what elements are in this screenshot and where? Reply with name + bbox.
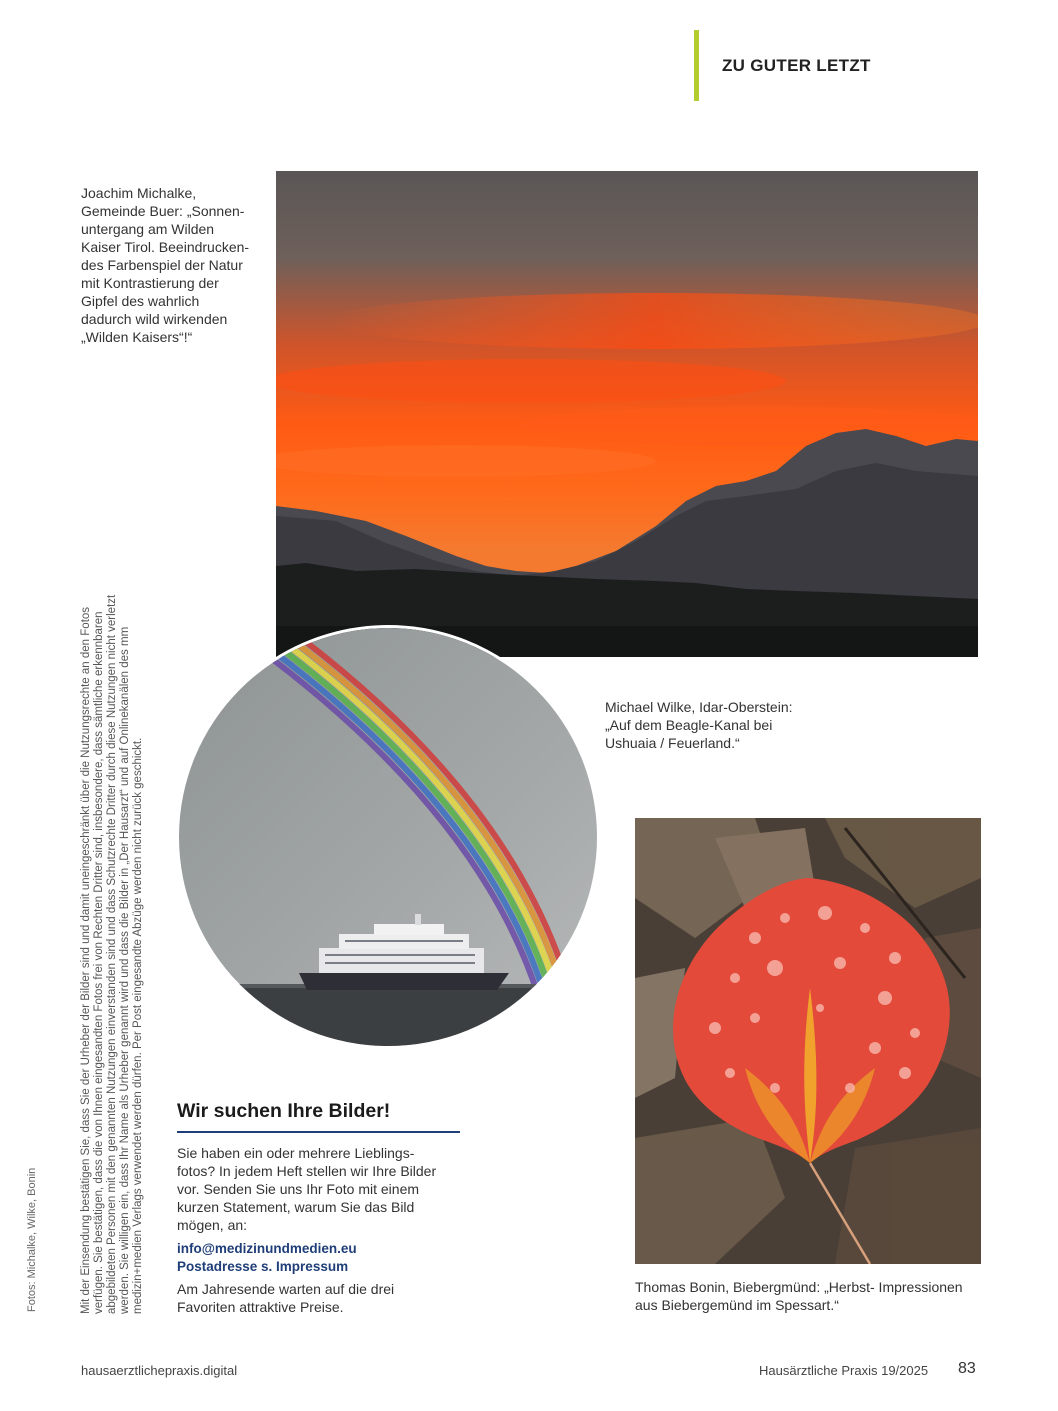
photo-rainbow-beagle-channel <box>176 625 600 1049</box>
call-for-pictures-heading: Wir suchen Ihre Bilder! <box>177 1100 391 1122</box>
caption-rainbow: Michael Wilke, Idar-Oberstein: „Auf dem Beagle-Kanal bei Ushuaia / Feuerland.“ <box>605 699 793 751</box>
caption-leaf: Thomas Bonin, Biebergmünd: „Herbst- Impressionen aus Biebergemünd im Spessart.“ <box>635 1279 963 1313</box>
section-title: ZU GUTER LETZT <box>722 56 871 75</box>
heading-underline <box>177 1131 460 1133</box>
page-number: 83 <box>958 1360 976 1377</box>
call-for-pictures-footer: Am Jahresende warten auf die drei Favoriten attraktive Preise. <box>177 1281 395 1315</box>
section-accent-bar <box>694 30 699 101</box>
legal-notice: Mit der Einsendung bestätigen Sie, dass Sie der Urheber der Bilder sind und damit uneingeschränkt über die Nutzungsrechte an den Fotos verfügen. Sie bestätigen, dass die von Ihnen eingesandten Fotos frei von Rechten Dritter sind, insbesondere, dass sämtliche erkennbaren abgebildeten Personen mit den genannten Nutzungen einverstanden sind und dass Schutzrechte Dritter durch diese Nutzungen nicht verletzt werden. Sie willigen ein, dass Ihr Name als Urheber genannt wird und dass die Bilder in „Der Hausarzt“ und auf Onlinekanälen des mm medizin+medien Verlags verwendet werden dürfen. Per Post eingesandte Abzüge werden nicht zurück geschickt. <box>80 594 144 1314</box>
photo-sunset-wilder-kaiser <box>276 171 978 657</box>
photo-credit: Fotos: Michalke, Wilke, Bonin <box>26 1167 38 1312</box>
footer-website[interactable]: hausaerztlichepraxis.digital <box>81 1363 238 1378</box>
photo-autumn-leaf <box>635 818 981 1264</box>
email-link[interactable]: info@medizinundmedien.eu <box>177 1241 357 1256</box>
caption-sunset: Joachim Michalke, Gemeinde Buer: „Sonnen- untergang am Wilden Kaiser Tirol. Beeindrucken- des Farbenspiel der Natur mit Kontrastierung der Gipfel des wahrlich dadurch wild wirkenden „Wilden Kaisers“!“ <box>81 185 250 345</box>
call-for-pictures-body: Sie haben ein oder mehrere Lieblings- fotos? In jedem Heft stellen wir Ihre Bilder vor. Senden Sie uns Ihr Foto mit einem kurzen Statement, warum Sie das Bild mögen, an: <box>177 1145 437 1233</box>
footer-issue: Hausärztliche Praxis 19/2025 <box>759 1363 929 1378</box>
postal-address-note: Postadresse s. Impressum <box>177 1259 349 1274</box>
